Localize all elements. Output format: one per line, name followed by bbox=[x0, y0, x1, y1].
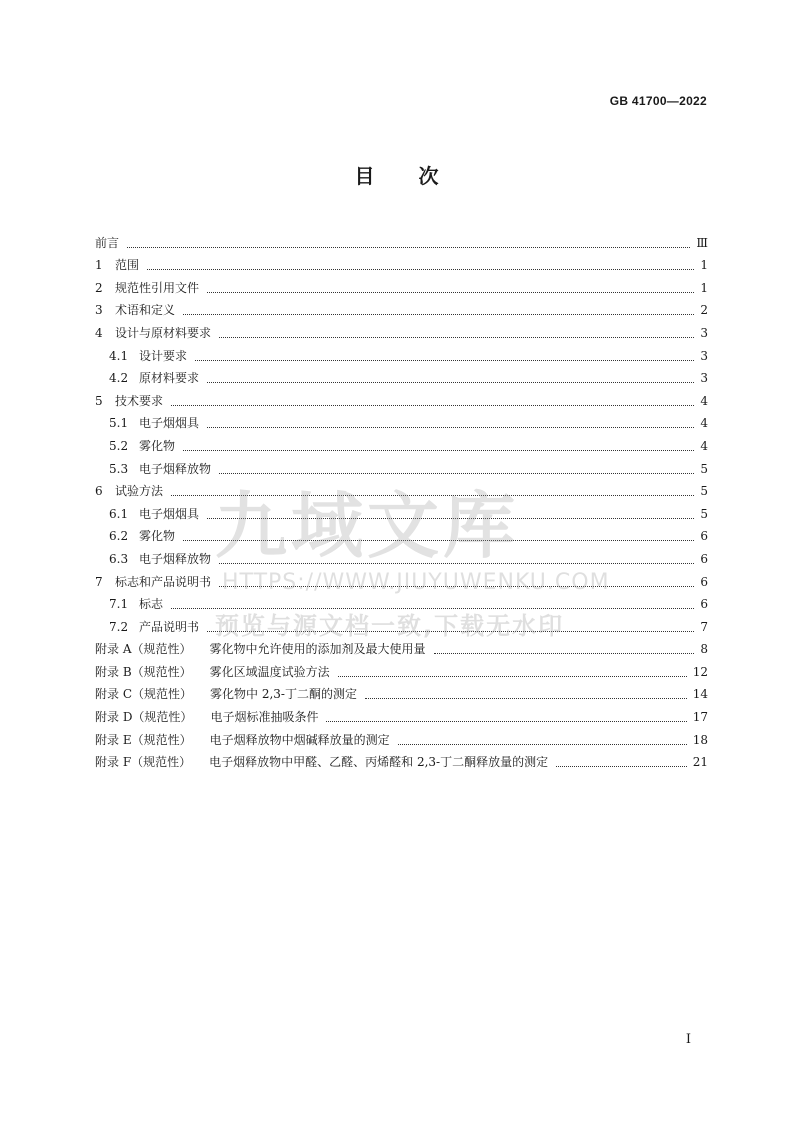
toc-entry-number: 附录 A（规范性） bbox=[95, 642, 192, 657]
toc-entry[interactable] bbox=[95, 273, 708, 296]
toc-entry-number: 6.1 bbox=[109, 506, 129, 521]
toc-entry[interactable] bbox=[95, 364, 708, 387]
dot-leader bbox=[127, 247, 690, 248]
toc-entry-page: 6 bbox=[700, 597, 708, 612]
toc-entry-number: 4.1 bbox=[109, 348, 129, 363]
toc-entry-number: 7.1 bbox=[109, 597, 129, 612]
toc-entry-title: 雾化物 bbox=[139, 529, 176, 544]
toc-entry[interactable] bbox=[95, 567, 708, 590]
toc-entry-page: 21 bbox=[692, 755, 708, 770]
toc-entry-title: 术语和定义 bbox=[115, 303, 176, 318]
toc-entry-number: 附录 D（规范性） bbox=[95, 710, 193, 725]
toc-entry-number: 5.3 bbox=[109, 461, 129, 476]
dot-leader bbox=[398, 744, 687, 745]
toc-entry-title: 电子烟释放物中甲醛、乙醛、丙烯醛和 2,3-丁二酮释放量的测定 bbox=[209, 755, 549, 770]
toc-entry-number: 6.2 bbox=[109, 529, 129, 544]
toc-entry[interactable] bbox=[95, 499, 708, 522]
toc-entry[interactable] bbox=[95, 228, 708, 251]
toc-entry-title: 标志 bbox=[139, 597, 164, 612]
toc-entry[interactable] bbox=[95, 409, 708, 432]
toc-entry-title: 电子烟释放物中烟碱释放量的测定 bbox=[209, 732, 390, 747]
title-char-1: 目 bbox=[354, 164, 375, 188]
toc-entry-title: 标志和产品说明书 bbox=[115, 574, 212, 589]
toc-entry-title: 原材料要求 bbox=[139, 371, 200, 386]
toc-entry-title: 范围 bbox=[115, 258, 140, 273]
dot-leader bbox=[434, 653, 695, 654]
toc-entry[interactable] bbox=[95, 612, 708, 635]
toc-entry[interactable] bbox=[95, 635, 708, 658]
toc-entry-page: 4 bbox=[700, 438, 708, 453]
dot-leader bbox=[207, 631, 694, 632]
dot-leader bbox=[171, 495, 694, 496]
toc-entry[interactable] bbox=[95, 657, 708, 680]
toc-entry-number: 附录 B（规范性） bbox=[95, 664, 192, 679]
dot-leader bbox=[195, 360, 694, 361]
toc-entry-number: 附录 C（规范性） bbox=[95, 687, 192, 702]
toc-entry-title: 电子烟烟具 bbox=[139, 416, 200, 431]
toc-entry-page: 4 bbox=[700, 393, 708, 408]
dot-leader bbox=[219, 473, 694, 474]
toc-entry[interactable] bbox=[95, 318, 708, 341]
toc-entry-page: 1 bbox=[700, 258, 708, 273]
watermark-slogan: 预览与源文档一致,下载无水印 bbox=[215, 612, 565, 640]
toc-entry[interactable] bbox=[95, 251, 708, 274]
toc-entry-page: 6 bbox=[700, 574, 708, 589]
dot-leader bbox=[183, 450, 694, 451]
toc-entry[interactable] bbox=[95, 296, 708, 319]
toc-entry-page: 2 bbox=[700, 303, 708, 318]
dot-leader bbox=[219, 337, 694, 338]
toc-entry[interactable] bbox=[95, 725, 708, 748]
toc-entry-page: 5 bbox=[700, 461, 708, 476]
toc-entry-number: 6.3 bbox=[109, 551, 129, 566]
toc-entry-title: 设计要求 bbox=[139, 348, 188, 363]
dot-leader bbox=[219, 563, 694, 564]
dot-leader bbox=[338, 676, 687, 677]
dot-leader bbox=[171, 405, 694, 406]
toc-entry-page: 5 bbox=[700, 484, 708, 499]
dot-leader bbox=[556, 766, 687, 767]
toc-entry-number: 附录 E（规范性） bbox=[95, 732, 192, 747]
toc-entry[interactable] bbox=[95, 702, 708, 725]
toc-entry-page: 3 bbox=[700, 371, 708, 386]
toc-entry-title: 试验方法 bbox=[115, 484, 164, 499]
toc-entry[interactable] bbox=[95, 477, 708, 500]
toc-entry[interactable] bbox=[95, 590, 708, 613]
toc-entry-page: 18 bbox=[692, 732, 708, 747]
toc-entry[interactable] bbox=[95, 544, 708, 567]
toc-entry[interactable] bbox=[95, 341, 708, 364]
toc-entry-title: 雾化区域温度试验方法 bbox=[209, 664, 330, 679]
toc-entry-page: 4 bbox=[700, 416, 708, 431]
dot-leader bbox=[326, 721, 686, 722]
toc-entry-title: 前言 bbox=[95, 235, 120, 250]
toc-entry-page: 3 bbox=[700, 325, 708, 340]
toc-entry-number: 2 bbox=[95, 280, 103, 295]
toc-entry-title: 技术要求 bbox=[115, 393, 164, 408]
toc-entry[interactable] bbox=[95, 431, 708, 454]
dot-leader bbox=[207, 292, 694, 293]
toc-entry-number: 5.1 bbox=[109, 416, 129, 431]
toc-entry-page: Ⅲ bbox=[696, 235, 708, 250]
title-char-2: 次 bbox=[418, 164, 439, 188]
toc-entry-number: 7.2 bbox=[109, 619, 129, 634]
page-number: I bbox=[685, 1032, 691, 1047]
toc-entry-page: 7 bbox=[700, 619, 708, 634]
toc-entry-page: 8 bbox=[700, 642, 708, 657]
toc-entry-page: 17 bbox=[692, 710, 708, 725]
watermark-brand: 九域文库 bbox=[215, 484, 520, 568]
toc-entry-number: 7 bbox=[95, 574, 103, 589]
page-title bbox=[0, 160, 793, 189]
toc-entry-number: 1 bbox=[95, 258, 103, 273]
toc-entry-number: 4.2 bbox=[109, 371, 129, 386]
watermark-url: HTTPS://WWW.JIUYUWENKU.COM bbox=[222, 570, 610, 595]
toc-entry-title: 电子烟释放物 bbox=[139, 461, 212, 476]
toc-entry[interactable] bbox=[95, 680, 708, 703]
toc-entry-page: 3 bbox=[700, 348, 708, 363]
toc-entry[interactable] bbox=[95, 454, 708, 477]
toc-entry-title: 电子烟烟具 bbox=[139, 506, 200, 521]
table-of-contents bbox=[95, 228, 708, 770]
dot-leader bbox=[207, 427, 694, 428]
toc-entry-page: 14 bbox=[692, 687, 708, 702]
toc-entry-title: 规范性引用文件 bbox=[115, 280, 200, 295]
toc-entry[interactable] bbox=[95, 386, 708, 409]
dot-leader bbox=[171, 608, 694, 609]
dot-leader bbox=[207, 382, 694, 383]
toc-entry-title: 产品说明书 bbox=[139, 619, 200, 634]
toc-entry-number: 4 bbox=[95, 325, 103, 340]
dot-leader bbox=[183, 540, 694, 541]
toc-entry-page: 12 bbox=[692, 664, 708, 679]
toc-entry-title: 电子烟释放物 bbox=[139, 551, 212, 566]
toc-entry-page: 5 bbox=[700, 506, 708, 521]
toc-entry-number: 3 bbox=[95, 303, 103, 318]
dot-leader bbox=[365, 698, 687, 699]
toc-entry[interactable] bbox=[95, 522, 708, 545]
toc-entry-page: 6 bbox=[700, 529, 708, 544]
toc-entry-title: 电子烟标准抽吸条件 bbox=[210, 710, 319, 725]
toc-entry-number: 附录 F（规范性） bbox=[95, 755, 192, 770]
toc-entry-title: 雾化物中 2,3-丁二酮的测定 bbox=[210, 687, 357, 702]
toc-entry[interactable] bbox=[95, 748, 708, 771]
toc-entry-title: 雾化物 bbox=[139, 438, 176, 453]
dot-leader bbox=[183, 314, 694, 315]
toc-entry-page: 1 bbox=[700, 280, 708, 295]
toc-entry-number: 5.2 bbox=[109, 438, 129, 453]
toc-entry-number: 5 bbox=[95, 393, 103, 408]
standard-number: GB 41700—2022 bbox=[609, 94, 707, 108]
dot-leader bbox=[219, 586, 694, 587]
toc-entry-number: 6 bbox=[95, 484, 103, 499]
toc-entry-page: 6 bbox=[700, 551, 708, 566]
toc-entry-title: 设计与原材料要求 bbox=[115, 325, 212, 340]
dot-leader bbox=[207, 518, 694, 519]
toc-entry-title: 雾化物中允许使用的添加剂及最大使用量 bbox=[209, 642, 426, 657]
dot-leader bbox=[147, 269, 694, 270]
